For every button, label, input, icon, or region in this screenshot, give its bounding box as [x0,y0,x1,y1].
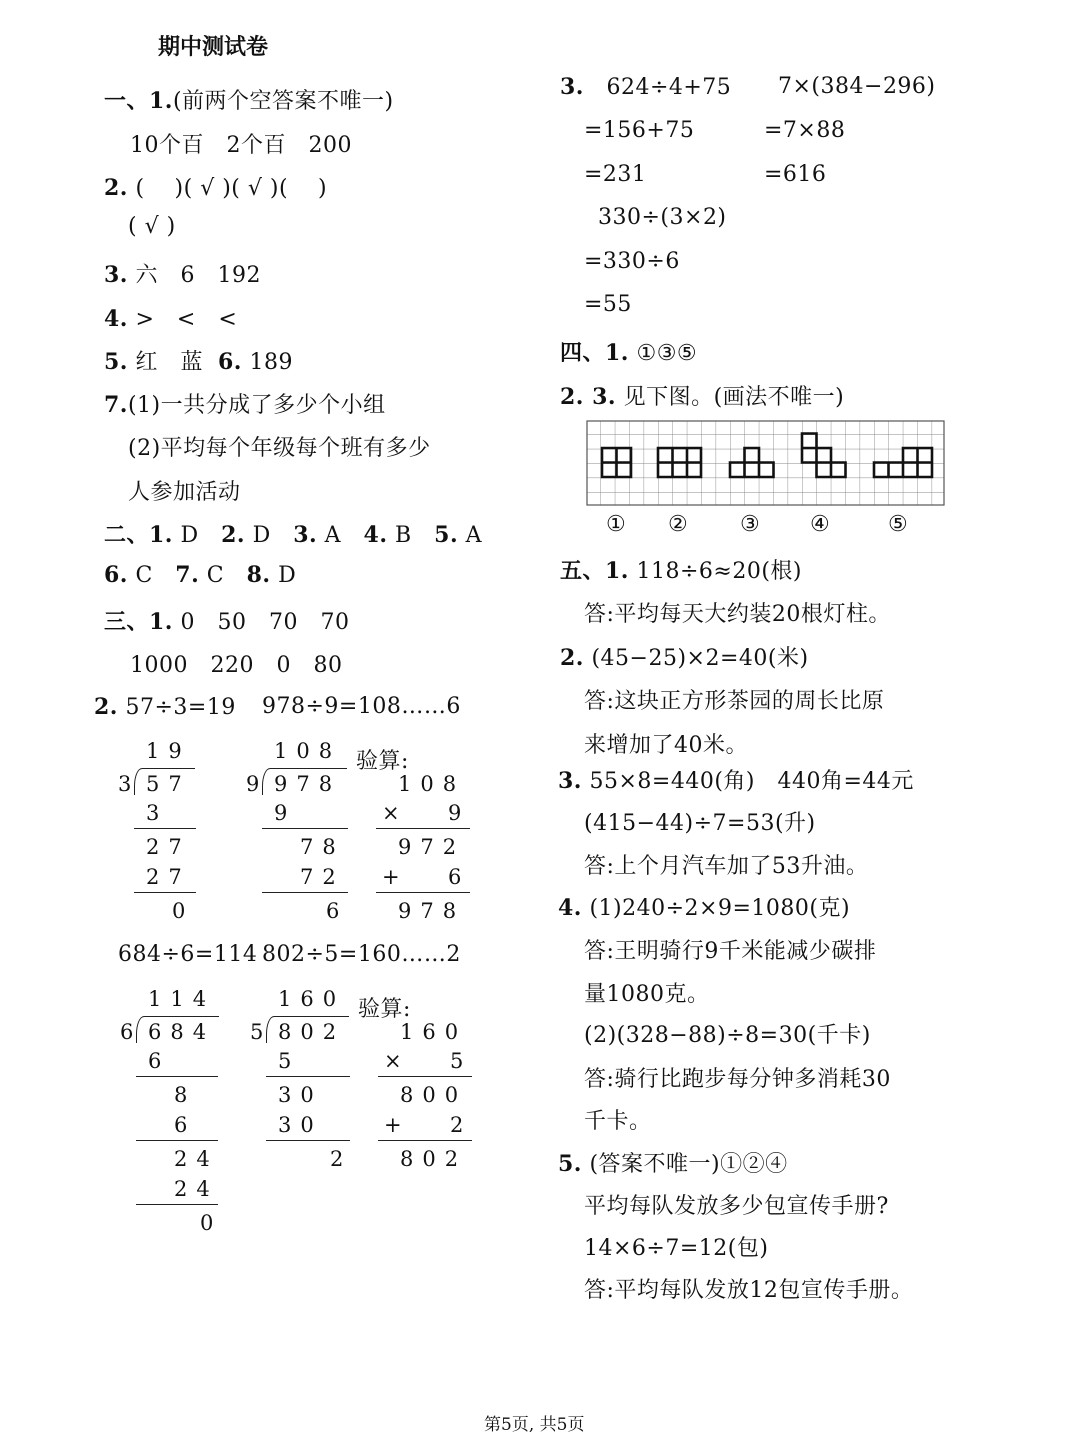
verify-label-1: 验算: [356,749,409,774]
section1-q7-line2: (2)平均每个年级每个班有多少 [128,436,431,461]
section5-q5 [558,1147,788,1178]
section1-q4 [104,302,237,333]
section1-q7 [104,388,386,419]
section5-q2-number: 2. [560,645,584,671]
ld1-step3: 27 [146,865,191,889]
section3-q1-line1: 0 50 70 70 [180,610,350,635]
section5-q3 [558,764,914,795]
section1-q5-q6 [104,345,293,376]
ld3-divisor: 6 [120,1020,143,1044]
ld4-step3: 30 [278,1113,323,1137]
section2-number: 二、1. [104,522,173,548]
section5-number: 五、1. [560,558,629,584]
section5-q4-equation1: (1)240÷2×9=1080(克) [589,896,851,921]
page-footer: 第5页, 共5页 [484,1415,585,1435]
section1-q7-line3: 人参加活动 [128,480,241,505]
section5-q3-number: 3. [558,768,582,794]
calc3-line3: =55 [584,292,632,317]
section3-q2-eq1-text: 57÷3=19 [125,695,236,720]
ld3-step5: 24 [174,1177,219,1201]
chk1-line1 [376,828,470,829]
section2-q3-number: 3. [293,522,318,548]
ld4-step2: 30 [278,1083,323,1107]
section5-q4-answer2-line1: 答:骑行比跑步每分钟多消耗30 [584,1067,891,1092]
section5-q5-number: 5. [558,1151,582,1177]
section1-q5-answer: 红 蓝 [135,350,203,375]
chk1-product: 972 [398,835,466,859]
section1-q7-number: 7. [104,392,128,418]
section3-q1-line2: 1000 220 0 80 [130,653,343,678]
ld1-step2: 27 [146,835,191,859]
section5-q2-answer-line1: 答:这块正方形茶园的周长比原 [584,689,885,714]
section1-q2 [104,171,327,202]
section2-q5-answer: A [465,523,483,548]
verify-label-2: 验算: [358,997,411,1022]
section5-q5-answer: 答:平均每队发放12包宣传手册。 [584,1278,914,1303]
calc1-line1: 624÷4+75 [606,75,732,100]
fig-label-3: ③ [740,512,761,537]
calc3-line1: 330÷(3×2) [598,205,727,230]
section4-number: 四、1. [560,340,629,366]
calc1-line2: =156+75 [584,118,695,143]
section2-q5-number: 5. [434,522,459,548]
ld2-step2: 78 [300,835,345,859]
section3-q2-eq3: 684÷6=114 [118,942,258,967]
chk1-multiplier: 9 [448,801,471,825]
section2-q7-answer: C [206,563,225,588]
chk2-line2 [378,1140,472,1141]
ld1-dividend: 57 [146,772,191,796]
section3-q2-eq2: 978÷9=108……6 [262,694,461,719]
section5-q2 [560,641,809,672]
section2-q7-number: 7. [175,562,200,588]
ld1-step1: 3 [146,801,169,825]
section3-q2-eq1 [94,694,236,720]
ld4-quotient: 160 [278,987,346,1011]
section3-q1 [104,605,349,636]
fig-label-2: ② [668,512,689,537]
section4-q23 [560,380,844,411]
section5-q3-equation2: (415−44)÷7=53(升) [584,811,816,836]
calc1-line3: =231 [584,162,647,187]
section2-q3-answer: A [324,523,342,548]
section1-q1-number: 一、1. [104,88,173,114]
section1-q3 [104,258,261,289]
section1-q7-line1: (1)一共分成了多少个小组 [127,393,386,418]
ld4-divisor: 5 [250,1020,273,1044]
section1-q6-answer: 189 [249,350,293,375]
section1-q1-note: (前两个空答案不唯一) [172,89,394,114]
section3-q2-number: 2. [94,694,118,720]
section1-q3-answer: 六 6 192 [135,263,261,288]
section5-q1-answer: 答:平均每天大约装20根灯柱。 [584,602,891,627]
section2-q6-number: 6. [104,562,128,588]
section5-q3-answer: 答:上个月汽车加了53升油。 [584,854,869,879]
ld3-step1: 6 [148,1049,171,1073]
ld4-line1 [266,1076,350,1077]
grid-figure [586,420,946,512]
section1-q5-number: 5. [104,349,128,375]
chk1-times-sign: × [382,801,409,825]
section2-line1 [104,518,482,549]
section5-q4-answer2-line2: 千卡。 [584,1109,652,1134]
chk2-plus-sign: + [384,1113,411,1137]
section2-q8-answer: D [278,563,297,588]
ld4-remainder: 2 [330,1147,353,1171]
calc3-line2: =330÷6 [584,249,680,274]
section5-q4-answer1-line2: 量1080克。 [584,982,710,1007]
section2-q2-number: 2. [221,522,246,548]
section4-q23-answer: 见下图。(画法不唯一) [623,385,845,410]
calc2-line2: =7×88 [764,118,846,143]
fig-label-1: ① [606,512,627,537]
chk1-plus-sign: + [382,865,409,889]
ld3-step3: 6 [174,1113,197,1137]
fig-label-5: ⑤ [888,512,909,537]
section4-q23-number: 2. 3. [560,384,617,410]
ld1-remainder: 0 [172,899,195,923]
section2-q4-number: 4. [363,522,388,548]
section2-q8-number: 8. [246,562,271,588]
ld2-step1: 9 [274,801,297,825]
section2-q1-answer: D [180,523,199,548]
ld1-line1 [134,828,196,829]
section2-q4-answer: B [395,523,412,548]
section5-q4-number: 4. [558,895,582,921]
section5-q4 [558,891,850,922]
ld4-step1: 5 [278,1049,301,1073]
calc2-line3: =616 [764,162,827,187]
ld3-line3 [136,1204,218,1205]
section3-q2-eq4: 802÷5=160……2 [262,942,461,967]
section1-q1-answer: 10个百 2个百 200 [130,133,352,158]
section3-number: 三、1. [104,609,173,635]
section3-q3-number: 3. [560,74,584,100]
ld2-line1 [262,828,348,829]
section5-q4-equation2: (2)(328−88)÷8=30(千卡) [584,1023,871,1048]
chk2-total: 802 [400,1147,468,1171]
ld2-divisor: 9 [246,772,269,796]
ld4-dividend: 802 [278,1020,346,1044]
chk2-line1 [378,1076,472,1077]
section5-q3-equation1: 55×8=440(角) 440角=44元 [589,769,914,794]
chk2-times-sign: × [384,1049,411,1073]
ld1-quotient: 19 [146,739,191,763]
chk1-remainder: 6 [448,865,471,889]
section3-q3 [560,74,731,100]
section2-q6-answer: C [135,563,153,588]
chk1-total: 978 [398,899,466,923]
section1-q2-answer-line1: ( )( √ )( √ )( ) [135,176,328,201]
grid-figure-svg [586,420,946,508]
section1-q2-answer-line2: ( √ ) [128,214,176,239]
ld2-step3: 72 [300,865,345,889]
chk2-multiplicand: 160 [400,1020,468,1044]
chk1-multiplicand: 108 [398,772,466,796]
chk2-remainder: 2 [450,1113,473,1137]
section5-q2-equation: (45−25)×2=40(米) [591,646,809,671]
section1-q4-answer: > < < [135,307,238,332]
section4-q1 [560,336,697,367]
section4-q1-answer: ①③⑤ [636,341,698,366]
page-title: 期中测试卷 [158,34,269,60]
ld2-dividend: 978 [274,772,342,796]
ld3-quotient: 114 [148,987,216,1011]
section1-q1 [104,84,394,115]
ld3-remainder: 0 [200,1211,223,1235]
calc2-line1: 7×(384−296) [778,74,936,99]
section2-line2 [104,562,296,588]
section5-q1-equation: 118÷6≈20(根) [636,559,802,584]
ld2-line2 [262,892,348,893]
chk2-product: 800 [400,1083,468,1107]
ld3-dividend: 684 [148,1020,216,1044]
section5-q5-equation: 14×6÷7=12(包) [584,1236,769,1261]
section1-q3-number: 3. [104,262,128,288]
ld3-line2 [136,1140,218,1141]
section5-q5-question: 平均每队发放多少包宣传手册? [584,1194,889,1219]
section1-q2-number: 2. [104,175,128,201]
chk2-multiplier: 5 [450,1049,473,1073]
ld3-step2: 8 [174,1083,197,1107]
ld3-line1 [136,1076,218,1077]
ld1-divisor: 3 [118,772,141,796]
section5-q5-note: (答案不唯一)①②④ [589,1152,788,1177]
ld1-line2 [134,892,196,893]
ld2-quotient: 108 [274,739,342,763]
section5-q1 [560,554,802,585]
fig-label-4: ④ [810,512,831,537]
chk1-line2 [376,892,470,893]
ld4-line2 [266,1140,350,1141]
section2-q2-answer: D [252,523,271,548]
ld3-step4: 24 [174,1147,219,1171]
section5-q2-answer-line2: 来增加了40米。 [584,733,748,758]
section1-q4-number: 4. [104,306,128,332]
section5-q4-answer1-line1: 答:王明骑行9千米能减少碳排 [584,939,877,964]
section1-q6-number: 6. [217,349,242,375]
ld2-remainder: 6 [326,899,349,923]
